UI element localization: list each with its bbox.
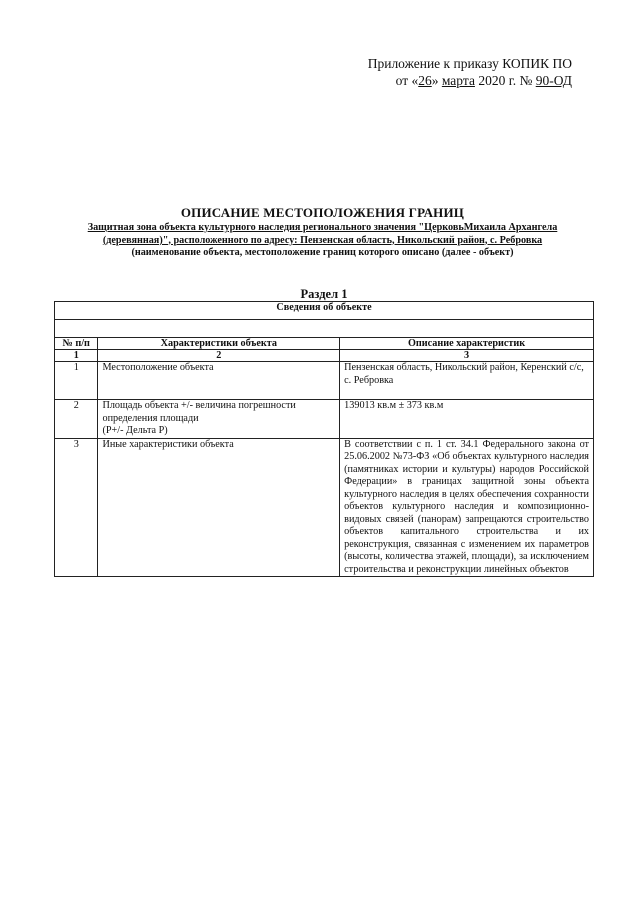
column-header-characteristic: Характеристики объекта (98, 338, 340, 350)
section-title: Раздел 1 (300, 287, 348, 301)
column-header-description: Описание характеристик (340, 338, 594, 350)
row-description: 139013 кв.м ± 373 кв.м (340, 400, 594, 439)
row-number: 2 (55, 400, 98, 439)
appendix-line-2 (368, 72, 572, 89)
table-row (55, 438, 594, 577)
table-caption-row (55, 302, 594, 320)
object-subject (40, 222, 605, 247)
appendix-line-1: Приложение к приказу КОПИК ПО (367, 56, 572, 71)
table-spacer-row (55, 320, 594, 338)
row-characteristic-line-2: (Р+/- Дельта Р) (102, 425, 168, 436)
table-column-numbers-row (55, 350, 594, 362)
column-number-1: 1 (55, 350, 98, 362)
subject-line-2: (деревянная)", расположенного по адресу: Пензенская область, Никольский район, с. Ребровка (102, 234, 543, 246)
row-description: Пензенская область, Никольский район, Керенский с/с, с. Ребровка (340, 362, 594, 400)
object-info-table (54, 301, 594, 577)
column-header-number: № п/п (55, 338, 98, 350)
order-month: марта (441, 73, 475, 88)
row-characteristic (98, 400, 340, 439)
date-prefix: от « (395, 73, 419, 88)
table-row (55, 400, 594, 439)
table-spacer-cell (55, 320, 594, 338)
column-number-3: 3 (340, 350, 594, 362)
order-day: 26 (418, 73, 432, 88)
order-number: 90-ОД (535, 73, 572, 88)
table-row (55, 362, 594, 400)
row-number: 1 (55, 362, 98, 400)
column-number-2: 2 (98, 350, 340, 362)
appendix-header (368, 55, 572, 89)
row-description: В соответствии с п. 1 ст. 34.1 Федерального закона от 25.06.2002 №73-ФЗ «Об объектах культурного наследия (памятниках истории и культуры) народов Российской Федерации» в границах защитной зоны объекта культурного наследия в целях обеспечения сохранности объектов культурного наследия и композиционно-видовых связей (панорам) запрещаются строительство объектов капитального строительства и их реконструкция, связанная с изменением их параметров (высоты, количества этажей, площади), за исключением строительства и реконструкции линейных объектов (340, 438, 594, 577)
table-caption: Сведения об объекте (55, 302, 594, 320)
title-block (40, 205, 605, 260)
date-mid: » (431, 73, 442, 88)
row-characteristic: Местоположение объекта (98, 362, 340, 400)
row-number: 3 (55, 438, 98, 577)
order-year: 2020 г. № (474, 73, 536, 88)
subject-note: (наименование объекта, местоположение границ которого описано (далее - объект) (131, 247, 514, 258)
table-header-row (55, 338, 594, 350)
row-characteristic: Иные характеристики объекта (98, 438, 340, 577)
row-characteristic-line-1: Площадь объекта +/- величина погрешности определения площади (102, 400, 296, 424)
document-title: ОПИСАНИЕ МЕСТОПОЛОЖЕНИЯ ГРАНИЦ (180, 205, 465, 220)
subject-line-1: Защитная зона объекта культурного наследия регионального значения "ЦерковьМихаила Архангела (87, 222, 558, 233)
